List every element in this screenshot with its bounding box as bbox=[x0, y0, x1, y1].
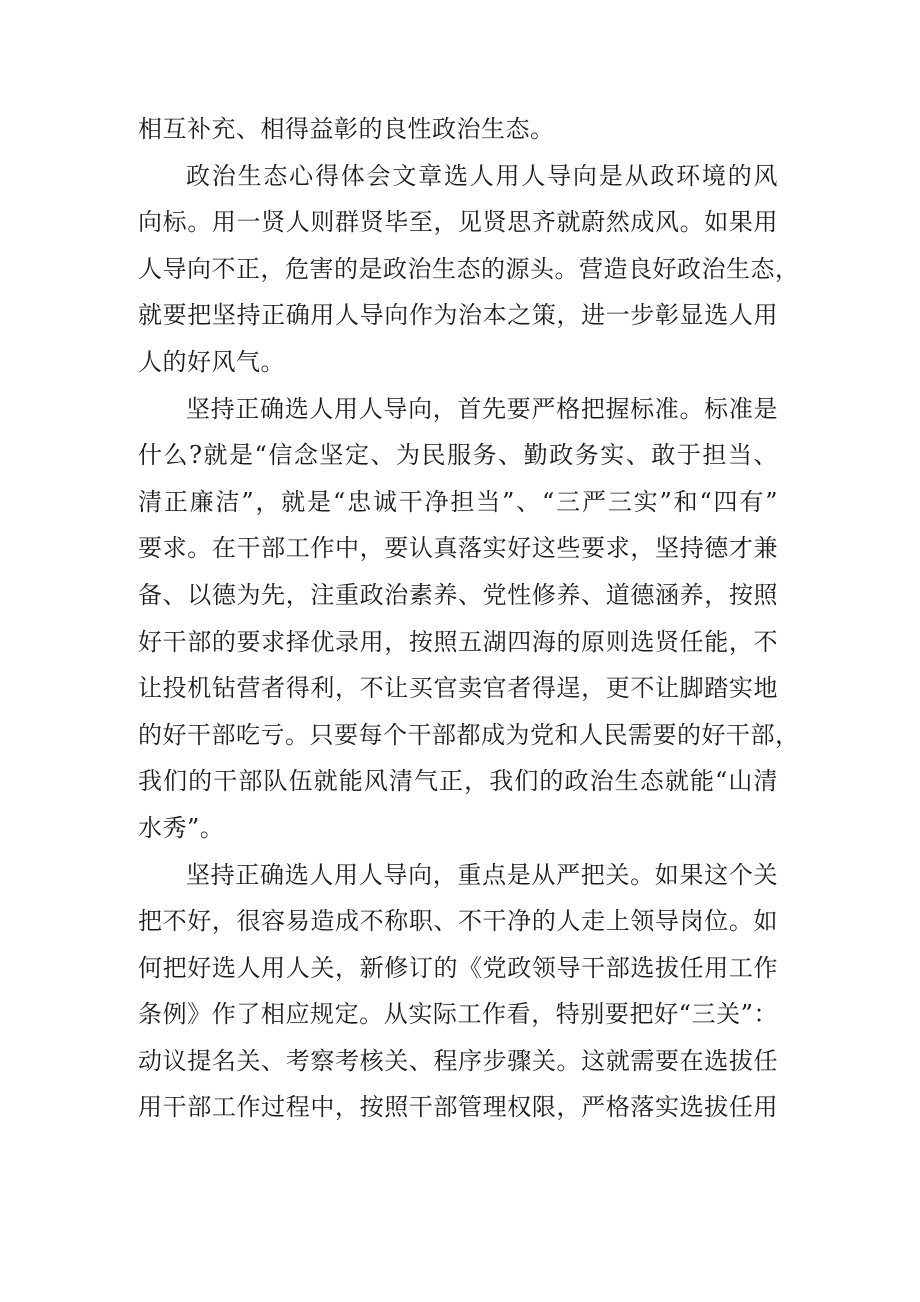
paragraph-line: 人导向不正，危害的是政治生态的源头。营造良好政治生态， bbox=[138, 254, 800, 283]
paragraph-line: 什么?就是“信念坚定、为民服务、勤政务实、敢于担当、 bbox=[138, 441, 778, 470]
paragraph-line: 我们的干部队伍就能风清气正，我们的政治生态就能“山清 bbox=[138, 767, 778, 796]
paragraph-line: 让投机钻营者得利，不让买官卖官者得逞，更不让脚踏实地 bbox=[138, 674, 778, 703]
paragraph-line: 政治生态心得体会文章选人用人导向是从政环境的风 bbox=[186, 161, 778, 190]
paragraph-line: 把不好，很容易造成不称职、不干净的人走上领导岗位。如 bbox=[138, 907, 778, 936]
paragraph-line: 坚持正确选人用人导向，重点是从严把关。如果这个关 bbox=[186, 860, 778, 889]
paragraph-line: 相互补充、相得益彰的良性政治生态。 bbox=[138, 115, 555, 143]
paragraph-line: 何把好选人用人关，新修订的《党政领导干部选拔任用工作 bbox=[138, 953, 778, 982]
paragraph-line: 向标。用一贤人则群贤毕至，见贤思齐就蔚然成风。如果用 bbox=[138, 208, 778, 237]
paragraph-line: 清正廉洁”，就是“忠诚干净担当”、“三严三实”和“四有” bbox=[138, 487, 778, 516]
paragraph-line: 动议提名关、考察考核关、程序步骤关。这就需要在选拔任 bbox=[138, 1046, 778, 1075]
paragraph-line: 人的好风气。 bbox=[138, 347, 285, 376]
paragraph-line: 坚持正确选人用人导向，首先要严格把握标准。标准是 bbox=[186, 394, 778, 423]
paragraph-line: 用干部工作过程中，按照干部管理权限，严格落实选拔任用 bbox=[138, 1093, 778, 1122]
paragraph-line: 的好干部吃亏。只要每个干部都成为党和人民需要的好干部， bbox=[138, 720, 800, 749]
paragraph-line: 就要把坚持正确用人导向作为治本之策，进一步彰显选人用 bbox=[138, 301, 778, 330]
paragraph-line: 水秀”。 bbox=[138, 813, 225, 842]
paragraph-line: 备、以德为先，注重政治素养、党性修养、道德涵养，按照 bbox=[138, 580, 778, 609]
paragraph-line: 好干部的要求择优录用，按照五湖四海的原则选贤任能，不 bbox=[138, 627, 778, 656]
document-body bbox=[138, 106, 800, 1131]
paragraph-line: 要求。在干部工作中，要认真落实好这些要求，坚持德才兼 bbox=[138, 534, 778, 563]
paragraph-line: 条例》作了相应规定。从实际工作看，特别要把好“三关”： bbox=[138, 1000, 778, 1029]
